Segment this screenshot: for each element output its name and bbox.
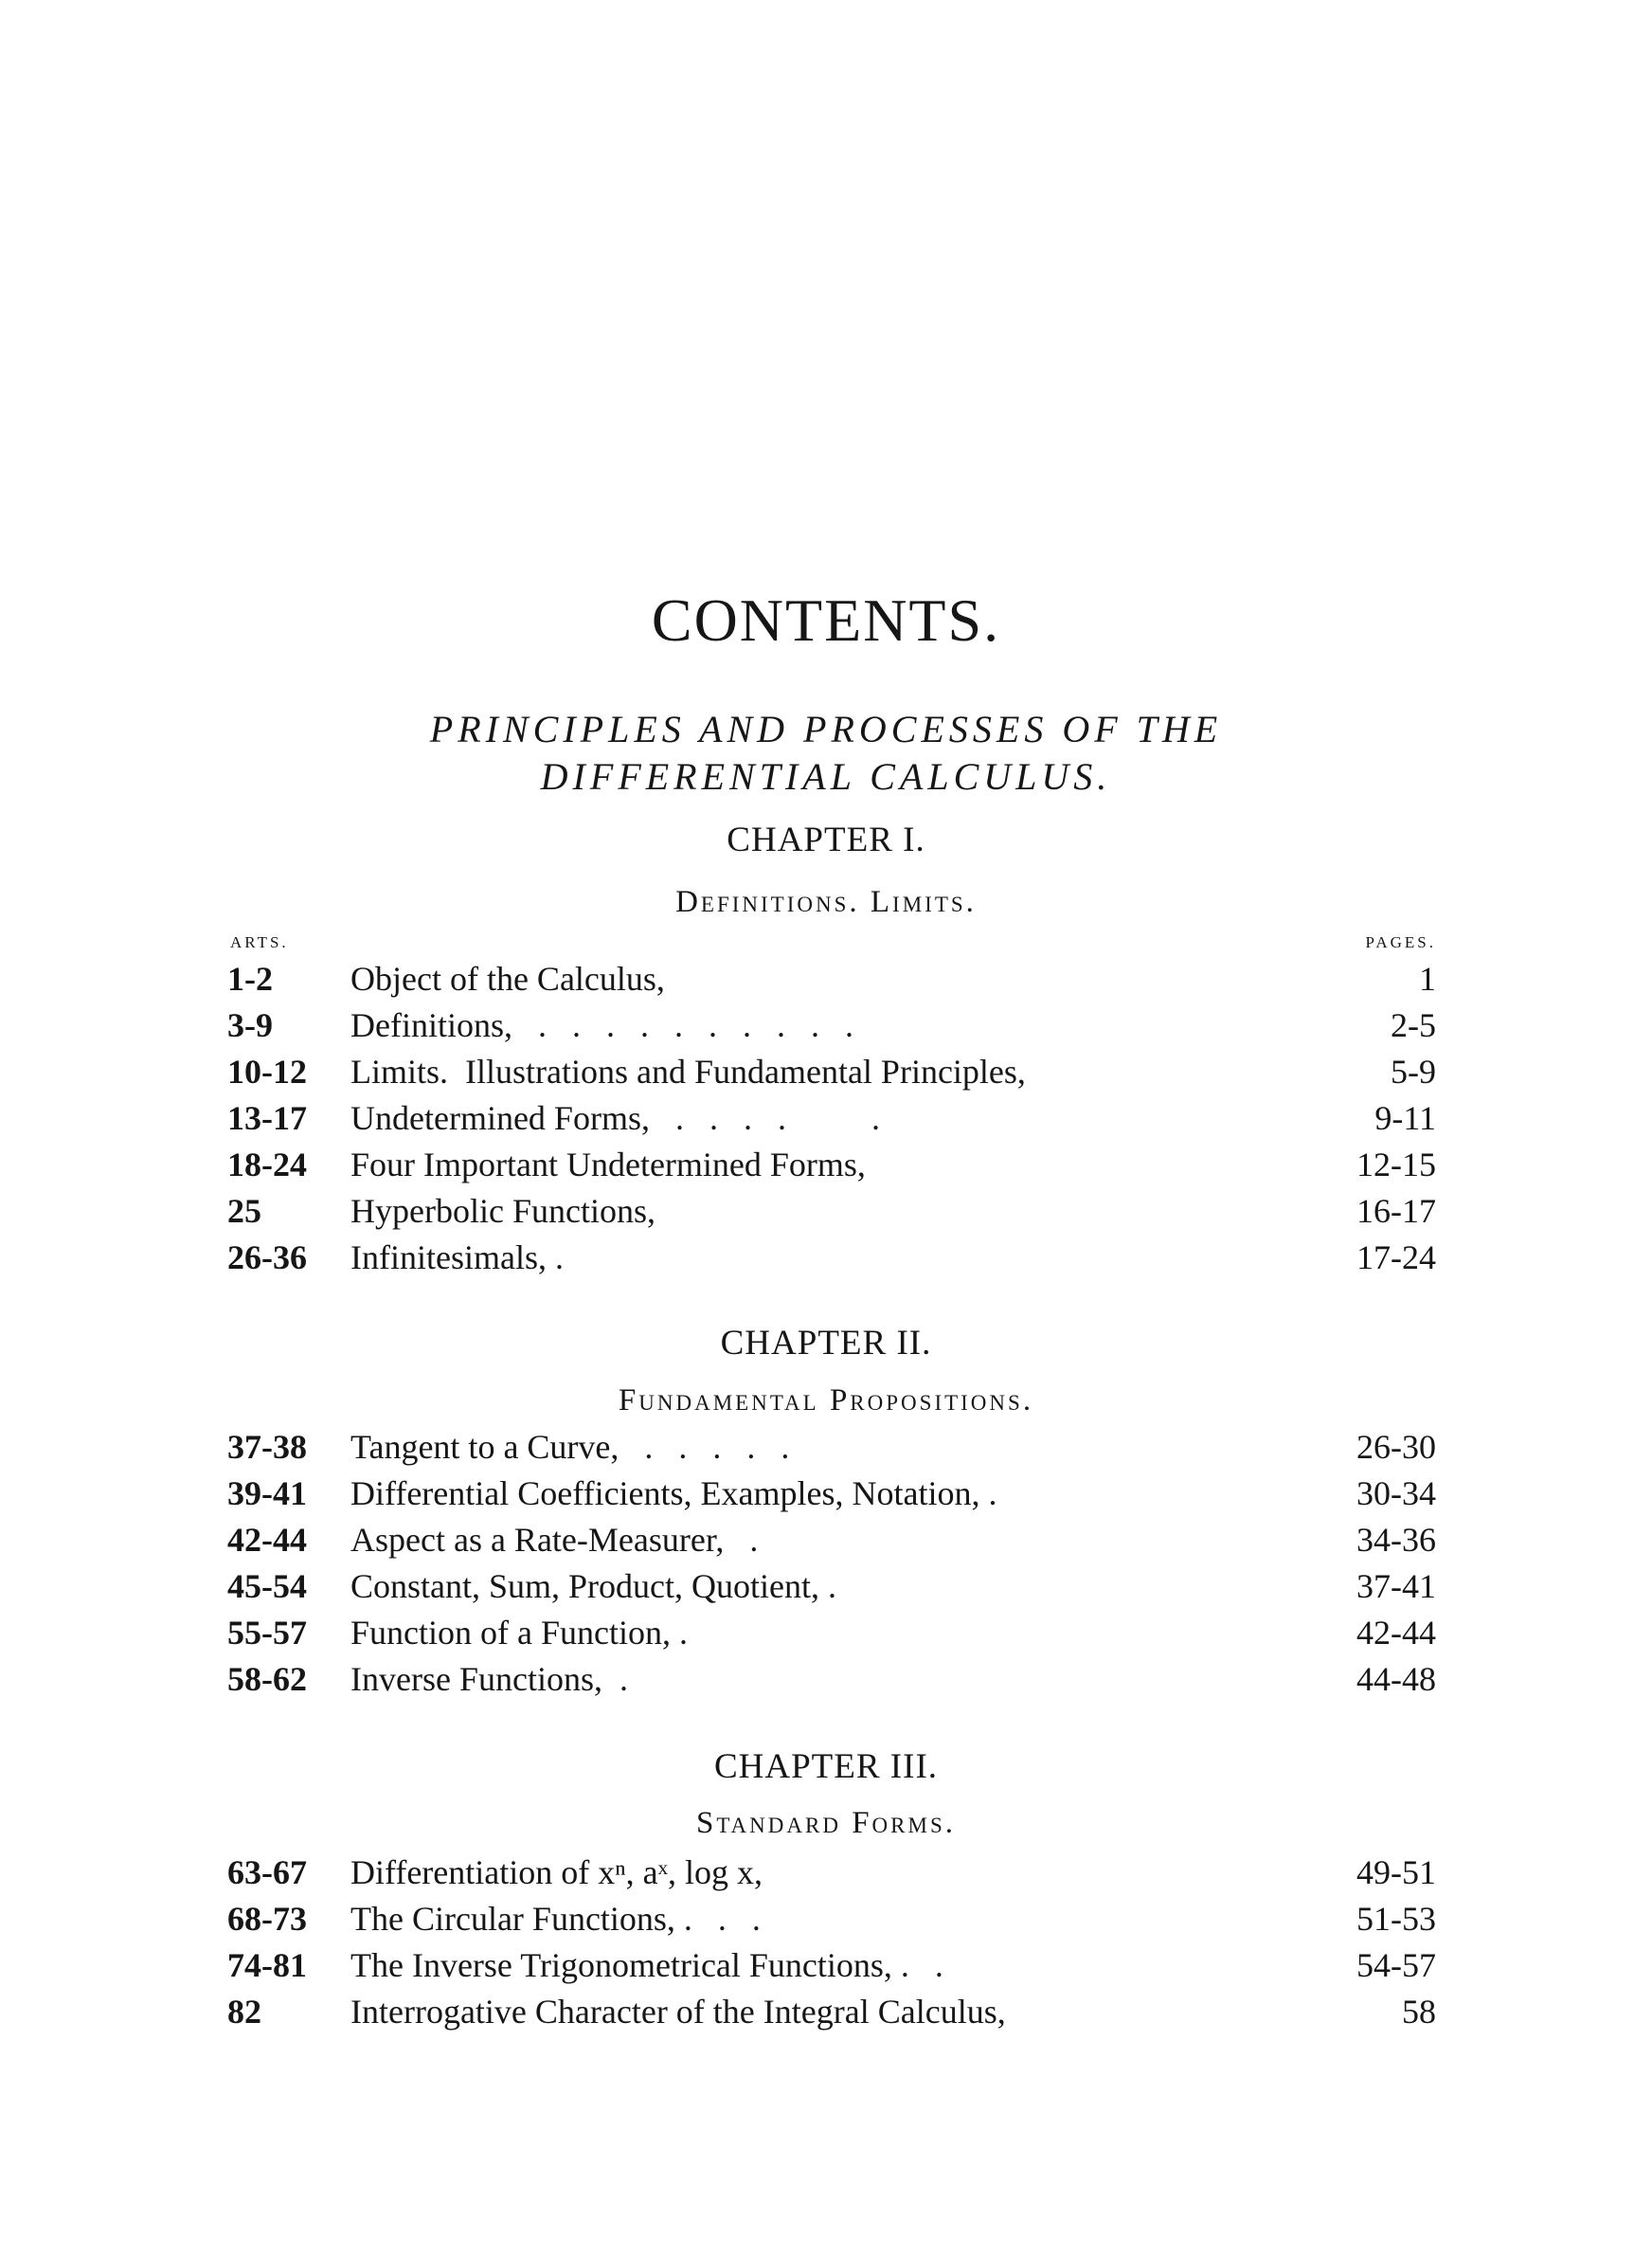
arts-column-label: ARTS.	[230, 933, 289, 951]
arts-number: 55-57	[227, 1614, 307, 1652]
toc-row[interactable]	[0, 1659, 1652, 1706]
toc-row[interactable]	[0, 1098, 1652, 1146]
arts-number: 37-38	[227, 1428, 307, 1466]
entry-title: Hyperbolic Functions,	[350, 1192, 655, 1230]
entry-title: Differential Coefficients, Examples, Notation, .	[350, 1474, 997, 1512]
arts-number: 58-62	[227, 1660, 307, 1698]
chapter-1-subtitle: Definitions. Limits.	[675, 885, 977, 919]
toc-row[interactable]	[0, 1005, 1652, 1053]
page-range: 37-41	[1356, 1567, 1436, 1605]
entry-title: Aspect as a Rate-Measurer, .	[350, 1521, 759, 1559]
page-range: 12-15	[1356, 1146, 1436, 1183]
page-range: 44-48	[1356, 1660, 1436, 1698]
arts-number: 3-9	[227, 1006, 273, 1044]
page-range: 51-53	[1356, 1900, 1436, 1938]
arts-number: 68-73	[227, 1900, 307, 1938]
arts-number: 45-54	[227, 1567, 307, 1605]
entry-title: Function of a Function, .	[350, 1614, 688, 1652]
arts-number: 13-17	[227, 1099, 307, 1137]
toc-row[interactable]	[0, 1899, 1652, 1946]
entry-title: Inverse Functions, .	[350, 1660, 628, 1698]
arts-number: 39-41	[227, 1474, 307, 1512]
toc-row[interactable]	[0, 1520, 1652, 1567]
entry-title: Infinitesimals, .	[350, 1238, 564, 1276]
part-title-line-1: PRINCIPLES AND PROCESSES OF THE	[429, 708, 1223, 750]
entry-title: Four Important Undetermined Forms,	[350, 1146, 866, 1183]
toc-row[interactable]	[0, 1427, 1652, 1474]
toc-row[interactable]	[0, 1052, 1652, 1099]
arts-number: 82	[227, 1993, 261, 2031]
toc-row[interactable]	[0, 1191, 1652, 1238]
arts-number: 26-36	[227, 1238, 307, 1276]
page-range: 42-44	[1356, 1614, 1436, 1652]
toc-row[interactable]	[0, 1613, 1652, 1660]
chapter-2-heading: CHAPTER II.	[720, 1324, 932, 1363]
page-range: 26-30	[1356, 1428, 1436, 1466]
arts-number: 18-24	[227, 1146, 307, 1183]
page-range: 16-17	[1356, 1192, 1436, 1230]
page-range: 34-36	[1356, 1521, 1436, 1559]
page-range: 58	[1402, 1993, 1436, 2031]
entry-title: Interrogative Character of the Integral Calculus,	[350, 1993, 1006, 2031]
entry-title: Undetermined Forms, . . . . .	[350, 1099, 880, 1137]
page-range: 30-34	[1356, 1474, 1436, 1512]
page-title: CONTENTS.	[651, 587, 1001, 654]
pages-column-label: PAGES.	[1365, 933, 1436, 951]
chapter-3-subtitle: Standard Forms.	[696, 1806, 956, 1840]
arts-number: 63-67	[227, 1853, 307, 1891]
entry-title: Tangent to a Curve, . . . . .	[350, 1428, 790, 1466]
page-range: 49-51	[1356, 1853, 1436, 1891]
entry-title: Object of the Calculus,	[350, 960, 665, 998]
toc-row[interactable]	[0, 1945, 1652, 1993]
toc-row[interactable]	[0, 1852, 1652, 1900]
arts-number: 1-2	[227, 960, 273, 998]
arts-number: 10-12	[227, 1053, 307, 1091]
toc-row[interactable]	[0, 1237, 1652, 1285]
chapter-2-subtitle: Fundamental Propositions.	[618, 1383, 1034, 1417]
page-range: 54-57	[1356, 1946, 1436, 1984]
entry-title: Limits. Illustrations and Fundamental Principles,	[350, 1053, 1026, 1091]
chapter-3-heading: CHAPTER III.	[713, 1747, 939, 1786]
toc-row[interactable]	[0, 1992, 1652, 2039]
toc-row[interactable]	[0, 959, 1652, 1006]
chapter-1-heading: CHAPTER I.	[727, 821, 925, 859]
entry-title: Differentiation of xⁿ, aˣ, log x,	[350, 1853, 763, 1891]
toc-row[interactable]	[0, 1145, 1652, 1192]
toc-row[interactable]	[0, 1473, 1652, 1521]
entry-title: Constant, Sum, Product, Quotient, .	[350, 1567, 836, 1605]
arts-number: 25	[227, 1192, 261, 1230]
page-range: 17-24	[1356, 1238, 1436, 1276]
entry-title: The Circular Functions, . . .	[350, 1900, 761, 1938]
page-range: 2-5	[1391, 1006, 1436, 1044]
arts-number: 42-44	[227, 1521, 307, 1559]
entry-title: Definitions, . . . . . . . . . .	[350, 1006, 853, 1044]
page-range: 1	[1419, 960, 1436, 998]
entry-title: The Inverse Trigonometrical Functions, . .	[350, 1946, 943, 1984]
arts-number: 74-81	[227, 1946, 307, 1984]
toc-row[interactable]	[0, 1566, 1652, 1614]
page-range: 9-11	[1374, 1099, 1436, 1137]
part-title-line-2: DIFFERENTIAL CALCULUS.	[540, 755, 1112, 798]
page-range: 5-9	[1391, 1053, 1436, 1091]
